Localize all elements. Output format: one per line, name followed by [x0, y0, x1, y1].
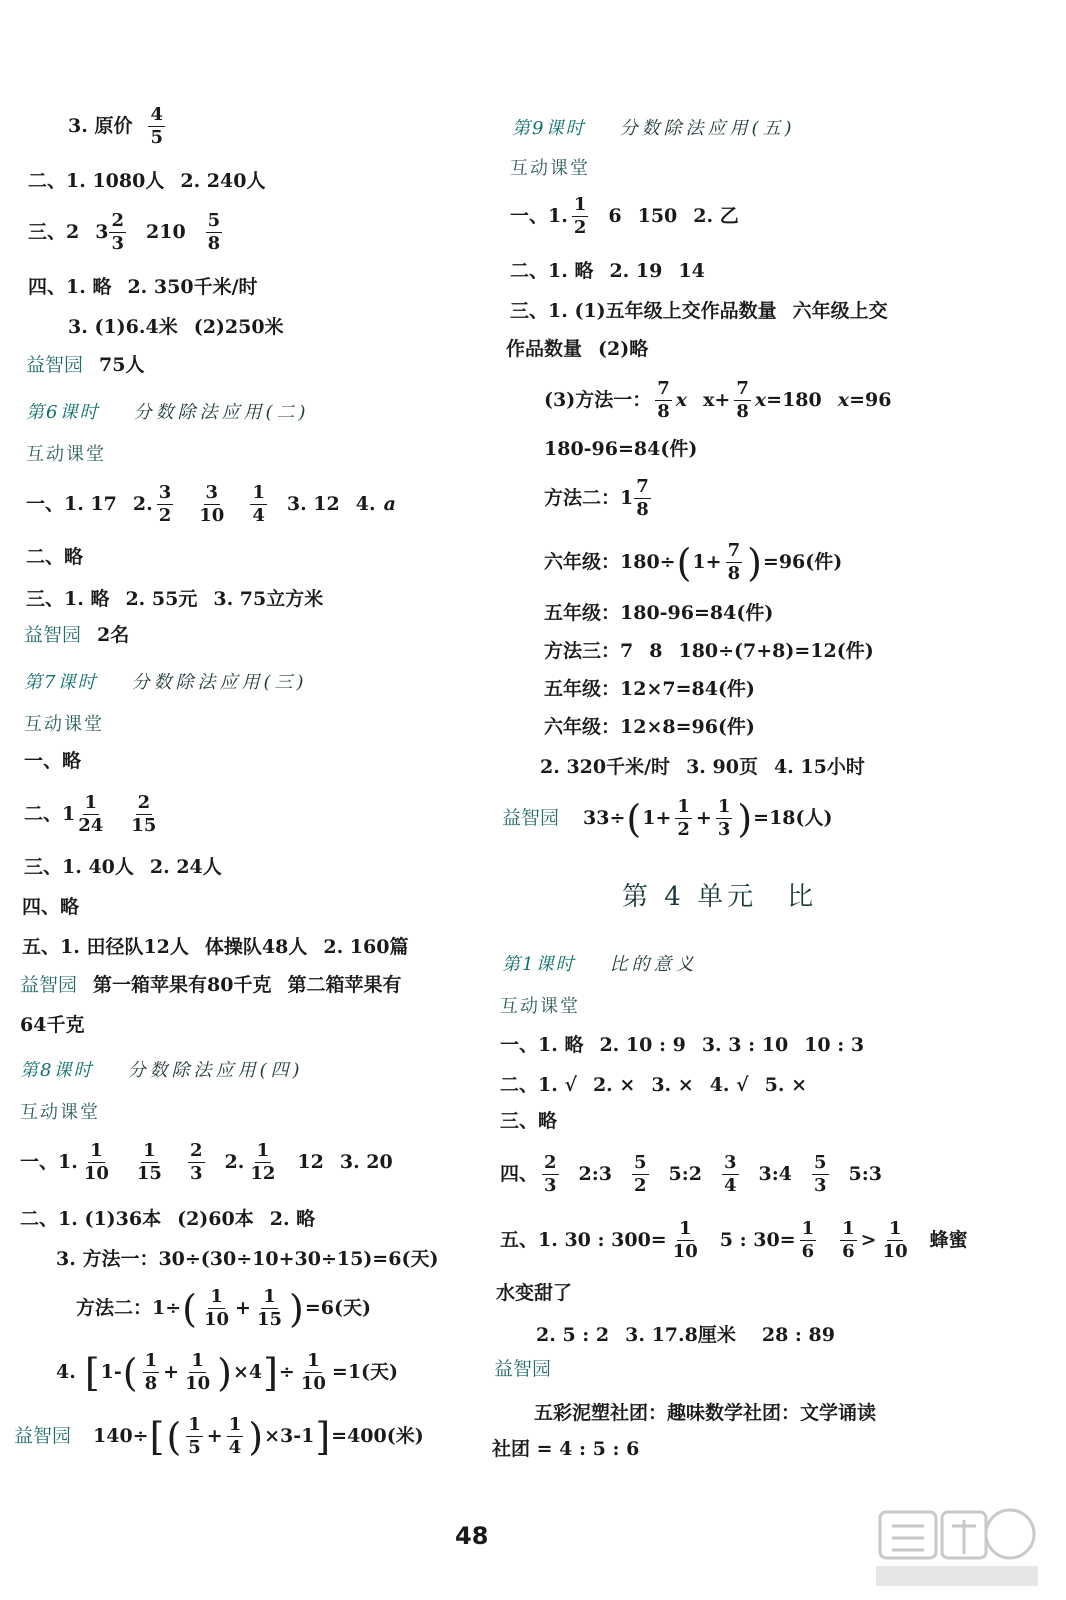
answer-line	[24, 858, 222, 877]
fraction	[255, 1288, 284, 1329]
answer-text: 一、1.	[510, 205, 568, 227]
section-heading: 互动课堂	[26, 444, 106, 465]
answer-text: 10 : 3	[804, 1034, 865, 1056]
answer-line	[26, 356, 144, 375]
yizhiyuan-label: 益智园	[14, 1425, 72, 1447]
yizhiyuan-label: 益智园	[494, 1358, 552, 1380]
denominator: 5	[150, 127, 163, 148]
bracket-close: ]	[263, 1350, 278, 1395]
answer-text: ×3-1	[264, 1425, 315, 1447]
answer-text: =1(天)	[331, 1361, 399, 1383]
operator: +	[206, 1425, 223, 1447]
denominator: 10	[83, 1163, 109, 1184]
answer-text: 33÷	[583, 807, 626, 829]
numerator: 2	[544, 1152, 557, 1173]
answer-variable: a	[383, 493, 396, 515]
answer-line	[500, 1036, 864, 1055]
answer-text: =180	[766, 389, 822, 411]
answer-text: 1+	[642, 807, 672, 829]
answer-text: 3. 90页	[686, 756, 758, 778]
answer-text: 2. 240人	[180, 170, 266, 192]
fraction	[726, 542, 743, 583]
answer-variable: x	[837, 389, 850, 411]
answer-text: x+	[703, 389, 731, 411]
numerator: 1	[143, 1140, 156, 1161]
operator: ÷	[278, 1361, 295, 1383]
answer-line	[544, 380, 891, 421]
numerator: 1	[717, 796, 731, 817]
answer-text: 六年级上交	[792, 300, 888, 322]
answer-line	[68, 106, 169, 147]
answer-text: 方法二：1÷	[76, 1297, 182, 1319]
answer-text: 75人	[99, 354, 145, 376]
numerator: 1	[842, 1218, 855, 1239]
answer-line	[510, 196, 739, 237]
answer-line	[540, 758, 865, 777]
fraction	[148, 106, 165, 147]
fraction	[572, 196, 589, 237]
numerator: 1	[263, 1286, 276, 1307]
answer-line	[544, 542, 842, 583]
answer-line	[500, 1154, 882, 1195]
answer-text: 1-	[100, 1361, 122, 1383]
answer-text: 180÷(7+8)=12(件)	[678, 640, 874, 662]
denominator: 10	[882, 1241, 908, 1262]
denominator: 8	[636, 499, 649, 520]
answer-text: (2)250米	[193, 316, 284, 338]
answer-text: 一、1.	[20, 1151, 78, 1173]
paren-open: (	[182, 1286, 197, 1331]
fraction	[129, 794, 158, 835]
answer-line: 一、略	[24, 750, 82, 772]
denominator: 4	[724, 1175, 737, 1196]
answer-text: 12	[297, 1151, 324, 1173]
answer-line	[494, 1360, 567, 1379]
answer-line: 水变甜了	[496, 1282, 573, 1304]
numerator: 1	[252, 482, 265, 503]
paren-close: )	[217, 1350, 232, 1395]
answer-text: 3. 3 : 10	[701, 1034, 789, 1056]
denominator: 10	[300, 1373, 326, 1394]
fraction	[722, 1154, 739, 1195]
answer-text: 3. 17.8厘米	[625, 1324, 736, 1346]
answer-line	[28, 172, 265, 191]
answer-text: ×4	[232, 1361, 263, 1383]
fraction	[76, 794, 105, 835]
answer-text: 三、2	[28, 221, 80, 243]
denominator: 4	[228, 1437, 242, 1458]
answer-text: 5. ×	[764, 1074, 807, 1096]
fraction	[734, 380, 751, 421]
answer-line	[510, 262, 705, 281]
answer-text: 3. 12	[286, 493, 340, 515]
numerator: 2	[111, 210, 124, 231]
answer-text: 4.	[355, 493, 376, 515]
answer-text: 四、1. 略	[28, 276, 112, 298]
fraction	[143, 1352, 160, 1393]
answer-text: 2. ×	[592, 1074, 636, 1096]
denominator: 8	[657, 401, 670, 422]
answer-variable: x	[754, 389, 767, 411]
fraction	[82, 1142, 111, 1183]
answer-text: =6(天)	[304, 1297, 371, 1319]
answer-line: 六年级：12×8=96(件)	[544, 716, 755, 738]
section-heading: 互动课堂	[20, 1102, 100, 1123]
denominator: 3	[189, 1163, 203, 1184]
answer-text: 3. ×	[651, 1074, 694, 1096]
numerator: 3	[205, 482, 219, 503]
answer-line	[28, 278, 258, 297]
lesson-title	[512, 114, 796, 140]
denominator: 3	[717, 819, 731, 840]
denominator: 10	[199, 505, 225, 526]
answer-text: 4. √	[709, 1074, 749, 1096]
answer-line	[510, 302, 888, 321]
mixed-whole: 3	[95, 221, 109, 243]
answer-text: (3)方法一：	[544, 389, 652, 411]
lesson-number: 第8课时	[20, 1060, 94, 1081]
answer-text: 二、1. √	[500, 1074, 577, 1096]
section-heading: 互动课堂	[24, 714, 104, 735]
answer-line: 社团 = 4 : 5 : 6	[492, 1438, 640, 1460]
denominator: 3	[111, 233, 124, 254]
denominator: 8	[727, 563, 741, 584]
lesson-subtitle: 分数除法应用(四)	[127, 1060, 304, 1081]
answer-text: (2)60本	[177, 1208, 254, 1230]
answer-text: =18(人)	[753, 807, 833, 829]
answer-variable: x	[675, 389, 688, 411]
denominator: 8	[144, 1373, 158, 1394]
answer-text: 5:2	[668, 1163, 703, 1185]
numerator: 5	[814, 1152, 827, 1173]
lesson-subtitle: 分数除法应用(五)	[619, 118, 796, 139]
answer-line	[20, 976, 401, 995]
answer-text: 150	[637, 205, 678, 227]
operator: +	[163, 1361, 180, 1383]
paren-close: )	[248, 1414, 264, 1459]
fraction	[227, 1416, 244, 1457]
denominator: 2	[573, 217, 587, 238]
answer-text: 2. 19	[609, 260, 663, 282]
fraction	[840, 1220, 857, 1261]
numerator: 3	[724, 1152, 737, 1173]
paren-close: )	[747, 540, 762, 585]
paren-open: (	[626, 796, 642, 841]
bracket-open: [	[149, 1414, 165, 1459]
numerator: 1	[307, 1350, 320, 1371]
fraction	[183, 1352, 212, 1393]
operator: +	[695, 807, 712, 829]
answer-text: 二、1. (1)36本	[20, 1208, 162, 1230]
answer-line	[24, 794, 162, 835]
answer-text: 三、1. (1)五年级上交作品数量	[510, 300, 777, 322]
operator: >	[860, 1229, 877, 1251]
denominator: 2	[677, 819, 690, 840]
fraction	[157, 484, 174, 525]
numerator: 1	[188, 1414, 201, 1435]
fraction	[542, 1154, 559, 1195]
denominator: 8	[207, 233, 221, 254]
answer-line	[20, 1142, 393, 1183]
answer-line	[544, 642, 874, 661]
denominator: 3	[814, 1175, 827, 1196]
answer-line	[76, 1288, 371, 1329]
lesson-number: 第1课时	[502, 954, 576, 975]
denominator: 15	[136, 1163, 162, 1184]
paren-open: (	[676, 540, 692, 585]
answer-text: 3. (1)6.4米	[68, 316, 178, 338]
answer-text: 1+	[692, 551, 722, 573]
denominator: 8	[736, 401, 749, 422]
answer-line	[68, 318, 284, 337]
fraction	[632, 1154, 649, 1195]
answer-line: 180-96=84(件)	[544, 438, 698, 460]
answer-text: 方法三：7	[544, 640, 634, 662]
numerator: 3	[158, 482, 172, 503]
denominator: 2	[634, 1175, 647, 1196]
answer-line	[28, 212, 226, 253]
numerator: 1	[573, 194, 587, 215]
answer-text: 5 : 30=	[719, 1229, 796, 1251]
answer-text: 2.	[224, 1151, 245, 1173]
answer-text: 五、1. 30 : 300=	[500, 1229, 667, 1251]
denominator: 24	[78, 815, 104, 836]
denominator: 2	[158, 505, 172, 526]
paren-close: )	[737, 796, 753, 841]
lesson-number: 第9课时	[512, 118, 586, 139]
paren-close: )	[289, 1286, 304, 1331]
numerator: 1	[801, 1218, 815, 1239]
answer-text: 一、1. 略	[500, 1034, 584, 1056]
answer-line: 三、略	[500, 1110, 558, 1132]
fraction	[675, 798, 692, 839]
answer-line	[536, 1326, 835, 1345]
answer-text: 五、1. 田径队12人	[22, 936, 189, 958]
denominator: 10	[672, 1241, 698, 1262]
fraction	[655, 380, 672, 421]
numerator: 1	[84, 792, 98, 813]
numerator: 5	[634, 1152, 647, 1173]
denominator: 6	[801, 1241, 815, 1262]
denominator: 15	[256, 1309, 283, 1330]
denominator: 12	[250, 1163, 276, 1184]
answer-text: 二、1. 1080人	[28, 170, 165, 192]
answer-text: 四、	[500, 1163, 539, 1185]
section-heading: 互动课堂	[510, 158, 590, 179]
answer-text: 2. 5 : 2	[536, 1324, 610, 1346]
answer-line	[500, 1076, 807, 1095]
paren-open: (	[122, 1350, 138, 1395]
answer-text: =96	[849, 389, 892, 411]
answer-text: 3. 75立方米	[213, 588, 324, 610]
answer-line	[500, 1220, 968, 1261]
answer-text: 三、1. 40人	[24, 856, 134, 878]
answer-line	[502, 798, 833, 839]
numerator: 1	[677, 796, 690, 817]
fraction	[634, 478, 651, 519]
numerator: 1	[191, 1350, 204, 1371]
fraction	[812, 1154, 829, 1195]
answer-text: 2. 乙	[693, 205, 739, 227]
answer-text: 方法二：1	[544, 487, 634, 509]
answer-text: 210	[146, 221, 186, 243]
answer-text: 三、1. 略	[26, 588, 110, 610]
denominator: 4	[252, 505, 265, 526]
numerator: 1	[210, 1286, 223, 1307]
answer-text: 2. 55元	[125, 588, 198, 610]
answer-text: 3. 原价	[68, 115, 133, 137]
answer-text: 3:4	[758, 1163, 793, 1185]
answer-line: 五年级：180-96=84(件)	[544, 602, 774, 624]
fraction	[206, 212, 223, 253]
numerator: 2	[137, 792, 151, 813]
numerator: 4	[150, 104, 163, 125]
answer-text: 2. 160篇	[323, 936, 409, 958]
answer-text: 第二箱苹果有	[287, 974, 402, 996]
numerator: 7	[657, 378, 670, 399]
lesson-subtitle: 分数除法应用(二)	[133, 402, 310, 423]
fraction	[109, 212, 126, 253]
answer-text: =400(米)	[331, 1425, 424, 1447]
answer-line: 五彩泥塑社团：趣味数学社团：文学诵读	[534, 1402, 877, 1424]
answer-line	[24, 626, 129, 645]
answer-text: 第一箱苹果有80千克	[93, 974, 272, 996]
answer-text: 2. 320千米/时	[540, 756, 671, 778]
answer-text: 2.	[132, 493, 153, 515]
answer-line	[20, 1210, 315, 1229]
answer-text: 2. 10 : 9	[599, 1034, 686, 1056]
denominator: 3	[544, 1175, 557, 1196]
fraction	[671, 1220, 700, 1261]
numerator: 2	[189, 1140, 203, 1161]
answer-text: 8	[649, 640, 663, 662]
answer-line	[506, 340, 648, 359]
numerator: 1	[678, 1218, 692, 1239]
answer-text: 140÷	[93, 1425, 149, 1447]
answer-text: 二、1. 略	[510, 260, 594, 282]
fraction	[299, 1352, 328, 1393]
answer-line: 二、略	[26, 546, 84, 568]
denominator: 10	[185, 1373, 211, 1394]
numerator: 1	[90, 1140, 103, 1161]
denominator: 5	[188, 1437, 201, 1458]
answer-text: 28 : 89	[761, 1324, 835, 1346]
lesson-title	[26, 398, 310, 424]
answer-text: (2)略	[598, 338, 649, 360]
fraction	[800, 1220, 817, 1261]
numerator: 7	[727, 540, 741, 561]
fraction	[135, 1142, 164, 1183]
page-number: 48	[455, 1522, 489, 1550]
lesson-title	[24, 668, 308, 694]
yizhiyuan-label: 益智园	[502, 807, 560, 829]
fraction	[716, 798, 733, 839]
yizhiyuan-label: 益智园	[26, 354, 84, 376]
answer-text: 一、1. 17	[26, 493, 117, 515]
lesson-number: 第7课时	[24, 672, 98, 693]
answer-line	[56, 1352, 398, 1393]
answer-text: 6	[608, 205, 622, 227]
answer-text: 2. 24人	[149, 856, 222, 878]
unit-title: 第 4 单元 比	[622, 882, 818, 912]
yizhiyuan-label: 益智园	[20, 974, 78, 996]
answer-line: 64千克	[20, 1014, 85, 1036]
answer-line	[26, 484, 396, 525]
bracket-close: ]	[315, 1414, 331, 1459]
answer-text: 二、1	[24, 803, 76, 825]
section-heading: 互动课堂	[500, 996, 580, 1017]
answer-text: 六年级：180÷	[544, 551, 676, 573]
answer-text: 4. 15小时	[773, 756, 865, 778]
answer-text: 14	[678, 260, 705, 282]
fraction	[248, 1142, 277, 1183]
fraction	[881, 1220, 910, 1261]
answer-line	[14, 1416, 424, 1457]
numerator: 1	[256, 1140, 270, 1161]
answer-text: 蜂蜜	[929, 1229, 968, 1251]
numerator: 7	[636, 476, 649, 497]
lesson-subtitle: 分数除法应用(三)	[131, 672, 308, 693]
denominator: 6	[842, 1241, 855, 1262]
answer-line: 3. 方法一：30÷(30÷10+30÷15)=6(天)	[56, 1248, 439, 1270]
fraction	[250, 484, 267, 525]
answer-text: 2:3	[578, 1163, 613, 1185]
answer-text: 作品数量	[506, 338, 583, 360]
answer-text: =96(件)	[762, 551, 843, 573]
answer-text: 2. 略	[269, 1208, 316, 1230]
paren-open: (	[166, 1414, 182, 1459]
answer-line: 四、略	[22, 896, 80, 918]
operator: +	[235, 1297, 251, 1319]
answer-line: 五年级：12×7=84(件)	[544, 678, 755, 700]
fraction	[188, 1142, 205, 1183]
numerator: 1	[228, 1414, 242, 1435]
bracket-open: [	[84, 1350, 100, 1395]
fraction	[186, 1416, 203, 1457]
answer-line	[22, 938, 408, 957]
answer-text: 体操队48人	[204, 936, 308, 958]
answer-line	[26, 590, 323, 609]
lesson-subtitle: 比的意义	[609, 954, 698, 975]
numerator: 1	[144, 1350, 158, 1371]
answer-line	[544, 478, 655, 519]
fraction	[197, 484, 226, 525]
watermark-icon	[872, 1500, 1042, 1590]
numerator: 5	[207, 210, 221, 231]
answer-text: 5:3	[848, 1163, 883, 1185]
lesson-title	[20, 1056, 304, 1082]
numerator: 7	[736, 378, 749, 399]
lesson-number: 第6课时	[26, 402, 100, 423]
lesson-title	[502, 950, 697, 976]
denominator: 10	[203, 1309, 230, 1330]
numerator: 1	[888, 1218, 902, 1239]
yizhiyuan-label: 益智园	[24, 624, 82, 646]
answer-text: 2. 350千米/时	[127, 276, 258, 298]
denominator: 15	[131, 815, 157, 836]
fraction	[202, 1288, 231, 1329]
answer-text: 3. 20	[339, 1151, 393, 1173]
answer-text: 2名	[97, 624, 130, 646]
answer-text: 4.	[56, 1361, 76, 1383]
